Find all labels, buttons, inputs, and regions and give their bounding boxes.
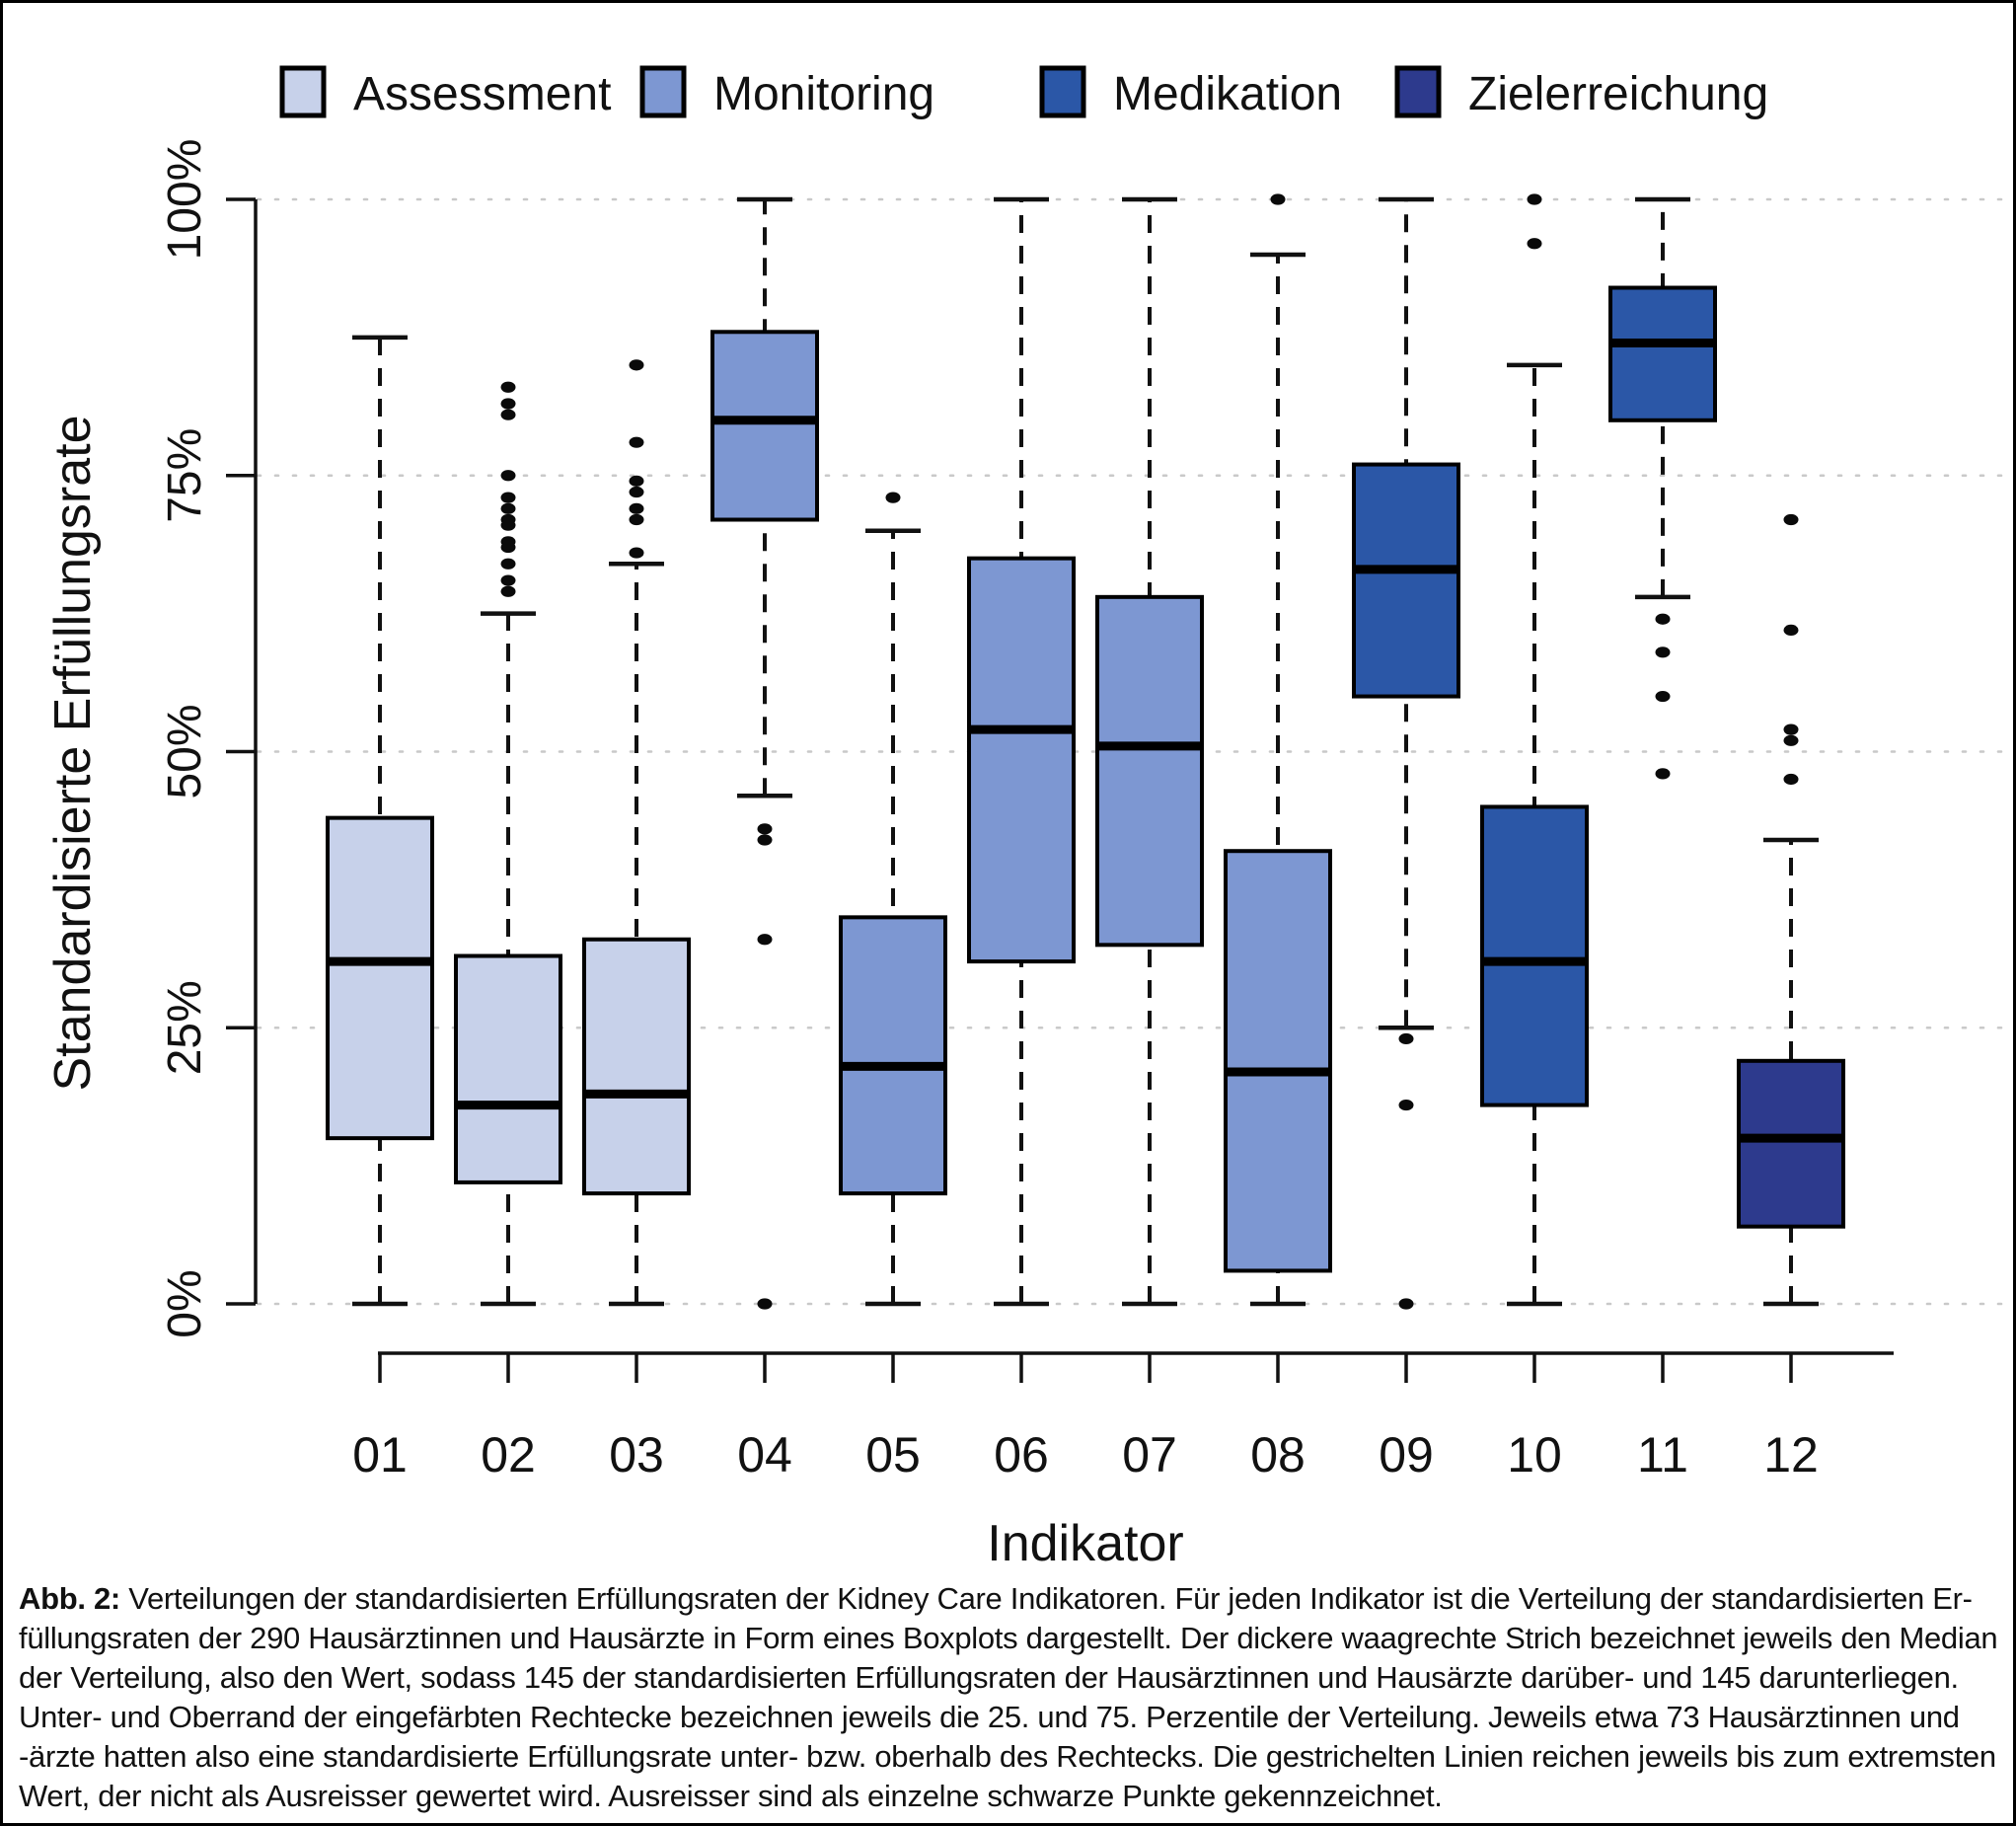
- caption-label: Abb. 2:: [19, 1581, 120, 1616]
- x-tick-label: 07: [1122, 1427, 1177, 1483]
- caption-line: -ärzte hatten also eine standardisierte Erfüllungsrate unter- bzw. oberhalb des Rechtecks. Die gestrichelten Linien reichen jeweils bis zum extremsten: [19, 1739, 1996, 1774]
- boxplot-06: [969, 199, 1074, 1304]
- boxplot-03: [584, 359, 689, 1304]
- outlier-point: [501, 559, 516, 570]
- boxplot-12: [1739, 514, 1843, 1304]
- legend-swatch: [1042, 68, 1083, 115]
- outlier-point: [1656, 691, 1671, 702]
- outlier-point: [501, 586, 516, 597]
- y-tick-label: 75%: [159, 427, 211, 523]
- outlier-point: [1656, 647, 1671, 657]
- iqr-box: [1226, 851, 1330, 1270]
- boxplot-11: [1610, 199, 1715, 779]
- caption-line: [19, 1579, 2006, 1619]
- boxplot-10: [1482, 193, 1587, 1304]
- caption-line: der Verteilung, also den Wert, sodass 145 der standardisierten Erfüllungsraten der Hausärztinnen und Hausärzte darüber- und 145 darunterliegen.: [19, 1660, 1959, 1695]
- x-tick-label: 12: [1763, 1427, 1819, 1483]
- legend-item-assessment: [282, 68, 611, 120]
- outlier-point: [630, 547, 644, 558]
- iqr-box: [328, 818, 432, 1139]
- outlier-point: [501, 520, 516, 531]
- iqr-box: [1610, 288, 1715, 420]
- x-tick-label: 03: [609, 1427, 664, 1483]
- outlier-point: [1399, 1100, 1414, 1110]
- x-tick-label: 05: [865, 1427, 921, 1483]
- legend-item-medikation: [1042, 68, 1342, 120]
- iqr-box: [841, 917, 945, 1193]
- x-tick-label: 11: [1637, 1427, 1688, 1483]
- legend-item-zielerreichung: [1397, 68, 1768, 120]
- iqr-box: [1482, 806, 1587, 1104]
- iqr-box: [1354, 465, 1458, 697]
- outlier-point: [501, 493, 516, 503]
- boxplot-05: [841, 493, 945, 1304]
- outlier-point: [1784, 514, 1799, 525]
- boxplot-07: [1097, 199, 1202, 1304]
- outlier-point: [501, 542, 516, 553]
- figure-caption: [19, 1579, 2006, 1816]
- outlier-point: [886, 493, 901, 503]
- x-tick-label: 04: [737, 1427, 792, 1483]
- boxplot-08: [1226, 193, 1330, 1304]
- outlier-point: [1528, 193, 1542, 204]
- y-tick-label: 100%: [159, 138, 211, 261]
- outlier-point: [1656, 614, 1671, 625]
- outlier-point: [1784, 735, 1799, 746]
- outlier-point: [1271, 193, 1286, 204]
- y-tick-label: 0%: [159, 1269, 211, 1338]
- outlier-point: [1784, 625, 1799, 636]
- outlier-point: [758, 1298, 773, 1309]
- outlier-point: [1656, 768, 1671, 779]
- outlier-point: [630, 503, 644, 514]
- y-tick-label: 25%: [159, 980, 211, 1076]
- outlier-point: [630, 487, 644, 497]
- outlier-point: [630, 514, 644, 525]
- x-tick-label: 08: [1250, 1427, 1306, 1483]
- outlier-point: [501, 574, 516, 585]
- boxplot-09: [1354, 199, 1458, 1310]
- x-tick-label: 09: [1379, 1427, 1434, 1483]
- outlier-point: [501, 382, 516, 393]
- caption-text: Verteilungen der standardisierten Erfüllungsraten der Kidney Care Indikatoren. Für jeden Indikator ist die Verteilung der standardisierten Er-: [128, 1581, 1973, 1616]
- iqr-box: [712, 332, 817, 519]
- boxplot-02: [456, 382, 560, 1304]
- caption-line: Unter- und Oberrand der eingefärbten Rechtecke bezeichnen jeweils die 25. und 75. Perzentile der Verteilung. Jeweils etwa 73 Hausärztinnen und: [19, 1700, 1960, 1734]
- legend-label: Medikation: [1113, 68, 1343, 120]
- outlier-point: [501, 410, 516, 420]
- y-axis-title: Standardisierte Erfüllungsrate: [44, 415, 102, 1092]
- iqr-box: [969, 559, 1074, 961]
- outlier-point: [501, 470, 516, 481]
- boxplot-chart: [3, 3, 2016, 1577]
- legend-label: Monitoring: [713, 68, 935, 120]
- iqr-box: [456, 956, 560, 1182]
- outlier-point: [501, 503, 516, 514]
- outlier-point: [758, 834, 773, 845]
- x-tick-label: 01: [352, 1427, 408, 1483]
- boxplot-04: [712, 199, 817, 1310]
- x-tick-label: 10: [1507, 1427, 1562, 1483]
- legend-swatch: [1397, 68, 1439, 115]
- outlier-point: [630, 359, 644, 370]
- outlier-point: [1399, 1298, 1414, 1309]
- outlier-point: [758, 823, 773, 834]
- x-tick-label: 02: [481, 1427, 536, 1483]
- boxplot-01: [328, 338, 432, 1304]
- x-tick-label: 06: [994, 1427, 1049, 1483]
- outlier-point: [630, 476, 644, 487]
- outlier-point: [630, 437, 644, 448]
- legend-swatch: [282, 68, 324, 115]
- outlier-point: [758, 934, 773, 945]
- outlier-point: [501, 398, 516, 409]
- iqr-box: [584, 940, 689, 1193]
- outlier-point: [1399, 1033, 1414, 1044]
- legend-item-monitoring: [642, 68, 934, 120]
- outlier-point: [1528, 238, 1542, 249]
- outlier-point: [1784, 724, 1799, 735]
- x-axis-title: Indikator: [987, 1515, 1184, 1572]
- caption-line: füllungsraten der 290 Hausärztinnen und Hausärzte in Form eines Boxplots dargestellt. Der dickere waagrechte Strich bezeichnet jeweils den Median: [19, 1621, 1998, 1655]
- legend-label: Assessment: [353, 68, 612, 120]
- iqr-box: [1739, 1061, 1843, 1227]
- y-tick-label: 50%: [159, 704, 211, 799]
- legend-swatch: [642, 68, 684, 115]
- caption-line: Wert, der nicht als Ausreisser gewertet wird. Ausreisser sind als einzelne schwarze Punkte gekennzeichnet.: [19, 1779, 1443, 1813]
- legend-label: Zielerreichung: [1468, 68, 1769, 120]
- iqr-box: [1097, 597, 1202, 945]
- outlier-point: [1784, 774, 1799, 785]
